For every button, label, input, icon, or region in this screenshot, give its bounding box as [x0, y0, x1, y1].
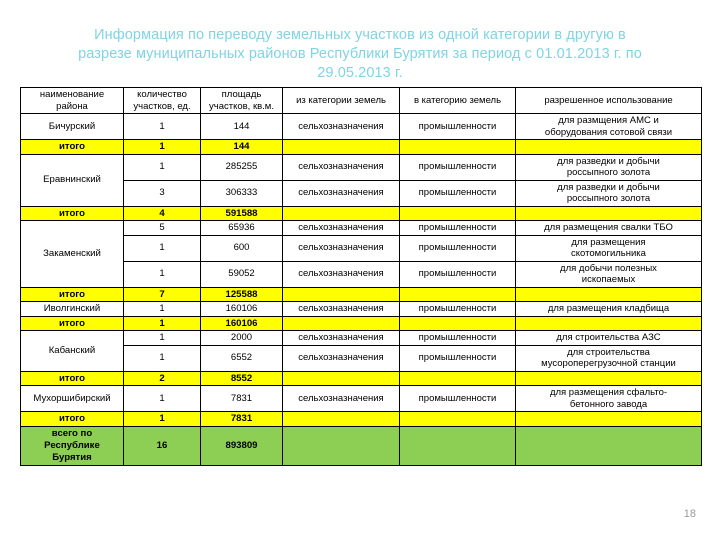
grand-total-area: 893809	[201, 426, 283, 465]
table-row	[21, 221, 702, 236]
page-number: 18	[683, 508, 696, 520]
cell-count: 1	[124, 331, 201, 346]
cell-permitted-use: для размещения сфальто- бетонного завода	[516, 386, 702, 412]
subtotal-blank-to	[400, 206, 516, 221]
grand-total-blank-to	[400, 426, 516, 465]
cell-permitted-use: для размщения АМС и оборудования сотовой связи	[516, 114, 702, 140]
header-permitted-use: разрешенное использование	[516, 88, 702, 114]
subtotal-area: 8552	[201, 371, 283, 386]
cell-area: 306333	[201, 180, 283, 206]
district-name-cell: Бичурский	[21, 114, 124, 140]
cell-permitted-use: для размещения кладбища	[516, 302, 702, 317]
subtotal-row	[21, 412, 702, 427]
cell-count: 1	[124, 386, 201, 412]
page-title	[36, 26, 684, 83]
cell-count: 5	[124, 221, 201, 236]
cell-from-category: сельхозназначения	[283, 331, 400, 346]
subtotal-blank-use	[516, 371, 702, 386]
subtotal-blank-to	[400, 316, 516, 331]
subtotal-blank-from	[283, 371, 400, 386]
district-name-cell: Закаменский	[21, 221, 124, 288]
subtotal-count: 2	[124, 371, 201, 386]
subtotal-area: 125588	[201, 287, 283, 302]
subtotal-blank-from	[283, 140, 400, 155]
subtotal-blank-to	[400, 412, 516, 427]
cell-permitted-use: для размещения скотомогильника	[516, 235, 702, 261]
cell-area: 2000	[201, 331, 283, 346]
header-to-category: в категорию земель	[400, 88, 516, 114]
cell-permitted-use: для разведки и добычи россыпного золота	[516, 180, 702, 206]
cell-from-category: сельхозназначения	[283, 386, 400, 412]
subtotal-area: 160106	[201, 316, 283, 331]
subtotal-blank-use	[516, 316, 702, 331]
cell-to-category: промышленности	[400, 114, 516, 140]
subtotal-label: итого	[21, 206, 124, 221]
district-name-cell: Кабанский	[21, 331, 124, 372]
grand-total-row	[21, 426, 702, 465]
cell-area: 144	[201, 114, 283, 140]
subtotal-blank-from	[283, 412, 400, 427]
cell-from-category: сельхозназначения	[283, 261, 400, 287]
table-row	[21, 180, 702, 206]
subtotal-blank-use	[516, 287, 702, 302]
subtotal-blank-from	[283, 287, 400, 302]
cell-to-category: промышленности	[400, 261, 516, 287]
subtotal-count: 7	[124, 287, 201, 302]
cell-from-category: сельхозназначения	[283, 235, 400, 261]
cell-permitted-use: для разведки и добычи россыпного золота	[516, 154, 702, 180]
subtotal-blank-use	[516, 206, 702, 221]
cell-count: 1	[124, 114, 201, 140]
cell-area: 160106	[201, 302, 283, 317]
cell-to-category: промышленности	[400, 345, 516, 371]
cell-to-category: промышленности	[400, 180, 516, 206]
cell-area: 6552	[201, 345, 283, 371]
table-row	[21, 114, 702, 140]
subtotal-count: 1	[124, 140, 201, 155]
cell-area: 7831	[201, 386, 283, 412]
table-header-row	[21, 88, 702, 114]
cell-from-category: сельхозназначения	[283, 180, 400, 206]
cell-permitted-use: для строительства мусороперегрузочной станции	[516, 345, 702, 371]
cell-count: 1	[124, 302, 201, 317]
cell-to-category: промышленности	[400, 235, 516, 261]
table-row	[21, 154, 702, 180]
district-name-cell: Иволгинский	[21, 302, 124, 317]
cell-from-category: сельхозназначения	[283, 221, 400, 236]
subtotal-blank-to	[400, 287, 516, 302]
subtotal-count: 1	[124, 412, 201, 427]
subtotal-row	[21, 316, 702, 331]
cell-count: 1	[124, 154, 201, 180]
cell-count: 1	[124, 261, 201, 287]
cell-permitted-use: для строительства АЗС	[516, 331, 702, 346]
grand-total-blank-use	[516, 426, 702, 465]
subtotal-label: итого	[21, 371, 124, 386]
subtotal-blank-from	[283, 316, 400, 331]
subtotal-label: итого	[21, 140, 124, 155]
cell-count: 1	[124, 345, 201, 371]
subtotal-row	[21, 287, 702, 302]
cell-area: 65936	[201, 221, 283, 236]
title-line-2: разрезе муниципальных районов Республики Бурятия за период с 01.01.2013 г. по	[78, 46, 642, 62]
subtotal-area: 591588	[201, 206, 283, 221]
cell-to-category: промышленности	[400, 154, 516, 180]
land-transfer-table-container	[20, 87, 701, 466]
table-row	[21, 302, 702, 317]
district-name-cell: Еравнинский	[21, 154, 124, 206]
cell-to-category: промышленности	[400, 221, 516, 236]
subtotal-row	[21, 371, 702, 386]
table-body	[21, 88, 702, 466]
subtotal-count: 1	[124, 316, 201, 331]
table-row	[21, 235, 702, 261]
subtotal-area: 144	[201, 140, 283, 155]
header-count: количество участков, ед.	[124, 88, 201, 114]
subtotal-count: 4	[124, 206, 201, 221]
table-row	[21, 331, 702, 346]
cell-from-category: сельхозназначения	[283, 154, 400, 180]
subtotal-blank-from	[283, 206, 400, 221]
land-transfer-table	[20, 87, 702, 466]
header-from-category: из категории земель	[283, 88, 400, 114]
grand-total-blank-from	[283, 426, 400, 465]
subtotal-label: итого	[21, 287, 124, 302]
cell-area: 285255	[201, 154, 283, 180]
cell-to-category: промышленности	[400, 331, 516, 346]
subtotal-row	[21, 206, 702, 221]
cell-area: 59052	[201, 261, 283, 287]
cell-count: 1	[124, 235, 201, 261]
cell-from-category: сельхозназначения	[283, 302, 400, 317]
subtotal-label: итого	[21, 412, 124, 427]
cell-from-category: сельхозназначения	[283, 345, 400, 371]
title-line-1: Информация по переводу земельных участков из одной категории в другую в	[94, 27, 626, 43]
table-row	[21, 386, 702, 412]
subtotal-blank-to	[400, 140, 516, 155]
subtotal-area: 7831	[201, 412, 283, 427]
subtotal-blank-use	[516, 140, 702, 155]
grand-total-label: всего по Республике Бурятия	[21, 426, 124, 465]
cell-to-category: промышленности	[400, 386, 516, 412]
cell-area: 600	[201, 235, 283, 261]
table-row	[21, 345, 702, 371]
subtotal-row	[21, 140, 702, 155]
cell-permitted-use: для размещения свалки ТБО	[516, 221, 702, 236]
district-name-cell: Мухоршибирский	[21, 386, 124, 412]
title-line-3: 29.05.2013 г.	[317, 65, 403, 81]
table-row	[21, 261, 702, 287]
subtotal-blank-to	[400, 371, 516, 386]
cell-permitted-use: для добычи полезных ископаемых	[516, 261, 702, 287]
header-district: наименование района	[21, 88, 124, 114]
grand-total-count: 16	[124, 426, 201, 465]
subtotal-blank-use	[516, 412, 702, 427]
subtotal-label: итого	[21, 316, 124, 331]
cell-from-category: сельхозназначения	[283, 114, 400, 140]
cell-to-category: промышленности	[400, 302, 516, 317]
header-area: площадь участков, кв.м.	[201, 88, 283, 114]
cell-count: 3	[124, 180, 201, 206]
